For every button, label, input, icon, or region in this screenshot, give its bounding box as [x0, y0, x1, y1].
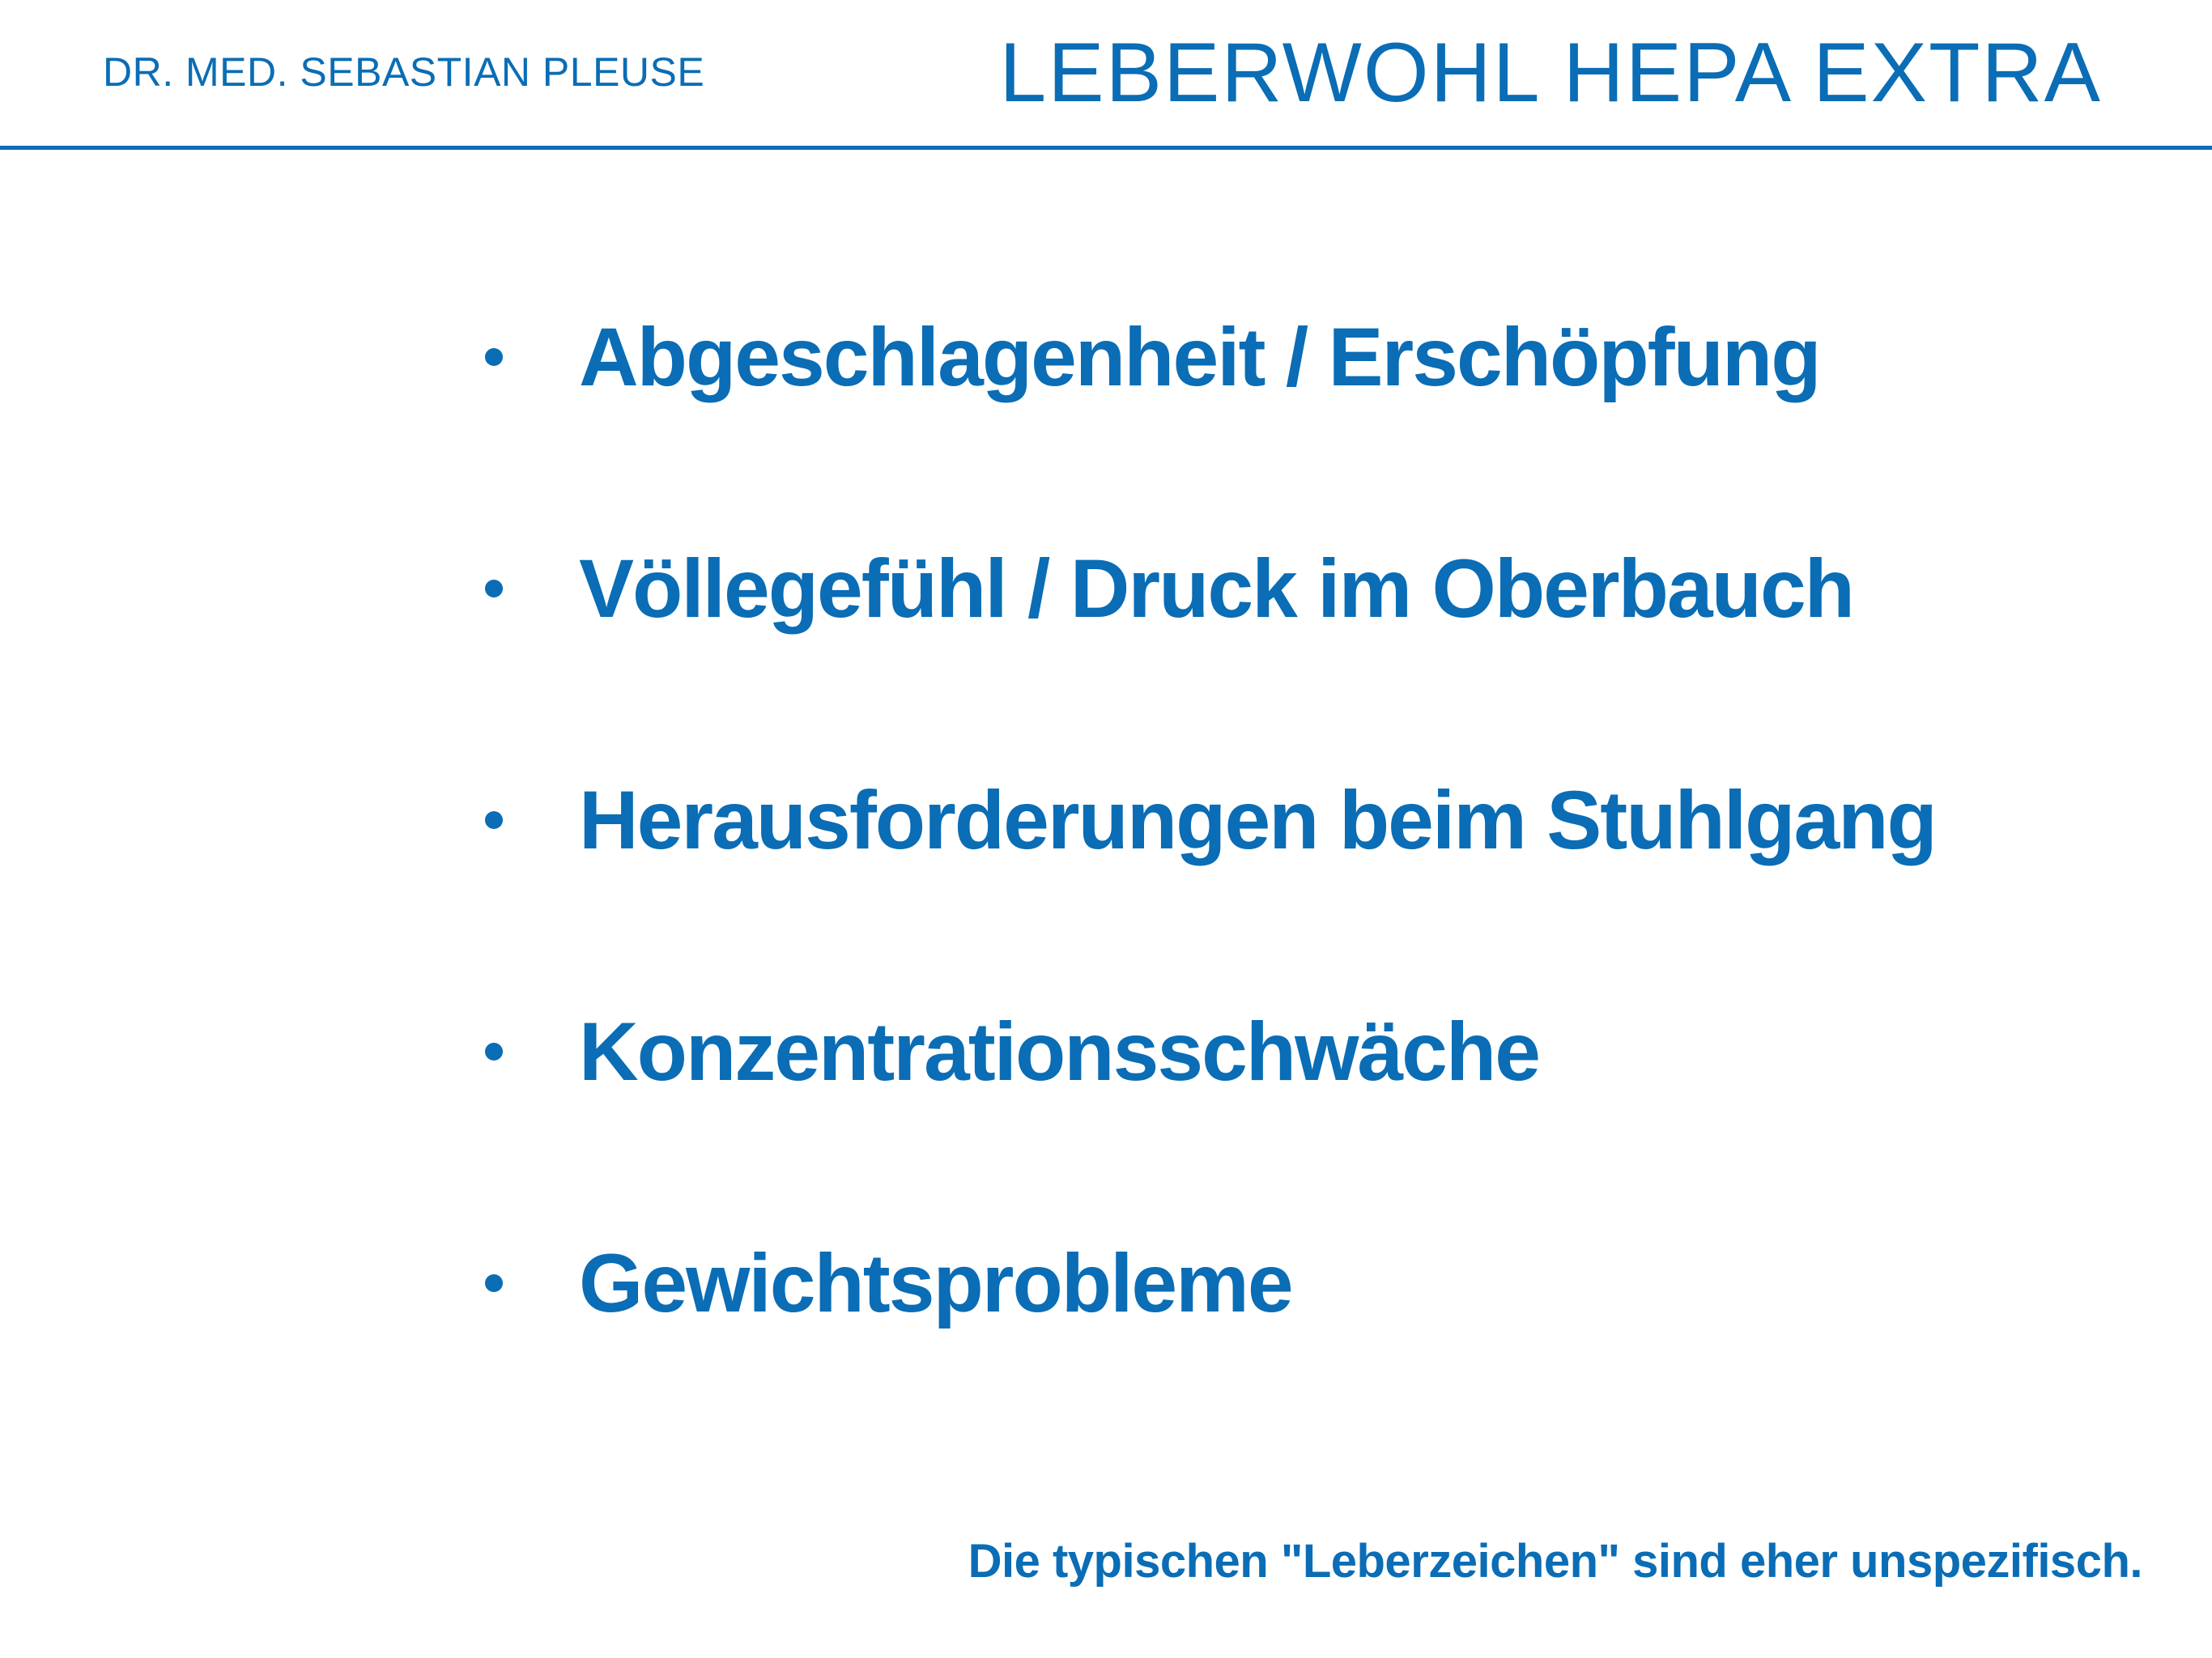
list-item — [478, 1237, 1936, 1329]
author-name: DR. MED. SEBASTIAN PLEUSE — [103, 49, 705, 95]
symptom-list — [478, 311, 1936, 1329]
list-item — [478, 774, 1936, 866]
bullet-icon — [485, 811, 503, 829]
slide-title: LEBERWOHL HEPA EXTRA — [999, 26, 2102, 120]
footer-note: Die typischen "Leberzeichen" sind eher unspezifisch. — [968, 1535, 2142, 1588]
list-item-text: Völlegefühl / Druck im Oberbauch — [579, 542, 1853, 635]
bullet-icon — [485, 348, 503, 366]
list-item-text: Gewichtsprobleme — [579, 1237, 1292, 1329]
list-item-text: Abgeschlagenheit / Erschöpfung — [579, 311, 1820, 403]
bullet-icon — [485, 1043, 503, 1061]
list-item — [478, 1005, 1936, 1098]
list-item — [478, 311, 1936, 403]
bullet-icon — [485, 1274, 503, 1292]
list-item-text: Herausforderungen beim Stuhlgang — [579, 774, 1936, 866]
bullet-icon — [485, 580, 503, 597]
list-item — [478, 542, 1936, 635]
list-item-text: Konzentrationsschwäche — [579, 1005, 1539, 1098]
header-divider — [0, 146, 2212, 150]
